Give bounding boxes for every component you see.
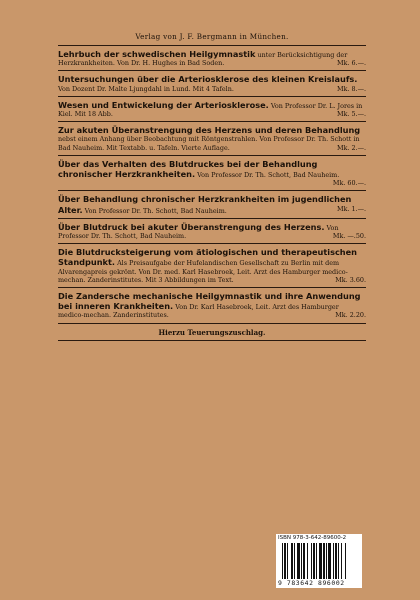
- book-entry: [58, 156, 366, 192]
- book-description: Mit 4 Tafeln.: [192, 84, 234, 93]
- book-entry: [58, 71, 366, 96]
- barcode-bar: [287, 543, 288, 579]
- book-title: Über das Verhalten des Blutdruckes bei der Behandlung chronischer Herzkrankheiten.: [58, 158, 318, 180]
- book-description: Von Professor Dr. L. Jores in Kiel. Mit 18 Abb.: [58, 101, 363, 119]
- book-price: Mk. —.50.: [332, 232, 366, 241]
- barcode-bar: [316, 543, 317, 579]
- book-price: Mk. 2.20.: [335, 311, 366, 320]
- barcode-bar: [291, 543, 293, 579]
- book-price: Mk. 3.60.: [335, 275, 366, 284]
- barcode-bar: [303, 543, 305, 579]
- book-title: Zur akuten Überanstrengung des Herzens und deren Behandlung: [58, 125, 361, 136]
- book-description: Als Preisaufgabe der Hufelandischen Gesellschaft zu Berlin mit dem Alvarengapreis gekrönt. Von Dr. med. Karl Hasebroek, Leit. Arzt des Hamburger medico-mechan. Zanderinstitutes. Mit 3 Abbildungen: [58, 259, 348, 284]
- book-description: Von Professor Dr. Th. Schott, Bad Nauheim.: [197, 171, 340, 180]
- barcode-bar: [313, 543, 315, 579]
- barcode-bar: [341, 543, 342, 579]
- barcode-bar: [284, 543, 286, 579]
- book-description: nebst einem Anhang über Beobachtung mit Röntgenstrahlen. Von Professor Dr. Th. Schott: [58, 135, 352, 144]
- book-description: unter Berücksichtigung der Herzkrankheiten. Von Dr. H. Hughes: [58, 51, 348, 68]
- book-entry: [58, 46, 366, 71]
- publisher-line: Verlag von J. F. Bergmann in München.: [58, 32, 366, 46]
- footer-note: Hierzu Teuerungszuschlag.: [58, 324, 366, 341]
- book-description: in Bad Soden.: [179, 59, 225, 68]
- book-price: Mk. 6.—.: [337, 59, 366, 68]
- book-price: Mk. 5.—.: [337, 110, 366, 119]
- barcode-bar: [333, 543, 334, 579]
- barcode-bar: [326, 543, 327, 579]
- book-description: Von Dr. Karl Hasebroek, Leit. Arzt des Hamburger medico-mechan. Zanderinstitutes.: [58, 303, 339, 320]
- book-entry: [58, 191, 366, 218]
- book-title: Die Zandersche mechanische Heilgymnastik und ihre Anwendung bei inneren Krankheiten.: [58, 291, 361, 312]
- book-price: Mk. 1.—.: [337, 204, 366, 213]
- entry-list: [58, 46, 366, 324]
- barcode-bar: [311, 543, 312, 579]
- book-entry: [58, 122, 366, 156]
- book-description: in Bad Nauheim. Mit Textabb. u. Tafeln. Vierte Auflage.: [58, 135, 360, 152]
- book-description: Von Dozent Dr. Malte Ljungdahl in Lund.: [58, 84, 191, 93]
- book-description: Von Professor Dr. Th. Schott, Bad Nauheim.: [58, 223, 339, 241]
- book-price: Mk. 8.—.: [337, 84, 366, 93]
- barcode-digits: 9 783642 896002: [278, 579, 345, 587]
- book-entry: [58, 97, 366, 122]
- barcode-bar: [301, 543, 302, 579]
- book-title: Lehrbuch der schwedischen Heilgymnastik: [58, 49, 256, 59]
- book-price: Mk. 60.—.: [332, 179, 366, 188]
- barcode-bar: [323, 543, 325, 579]
- book-description: Bad Nauheim.: [180, 206, 227, 215]
- book-price: Mk. 2.—.: [337, 143, 366, 152]
- barcode-bar: [335, 543, 337, 579]
- barcode-bar: [282, 543, 283, 579]
- catalog-page: [58, 32, 366, 341]
- book-title: Über Behandlung chronischer Herzkrankheiten im jugendlichen Alter.: [58, 194, 352, 215]
- isbn-barcode-box: [276, 534, 362, 588]
- book-title: Über Blutdruck bei akuter Überanstrengung des Herzens.: [58, 221, 325, 232]
- book-description: im Text.: [207, 275, 234, 284]
- book-description: Von Professor Dr. Th. Schott,: [84, 206, 179, 215]
- barcode-bar: [328, 543, 331, 579]
- barcode-bar: [297, 543, 300, 579]
- book-title: Die Blutdrucksteigerung vom ätiologischen und therapeutischen Standpunkt.: [58, 247, 358, 268]
- book-entry: [58, 288, 366, 324]
- barcode-bar: [294, 543, 295, 579]
- barcode-bar: [338, 543, 339, 579]
- book-entry: [58, 244, 366, 288]
- barcode-icon: [282, 543, 356, 579]
- barcode-bar: [307, 543, 308, 579]
- barcode-bar: [319, 543, 322, 579]
- book-entry: [58, 219, 366, 244]
- barcode-bar: [345, 543, 346, 579]
- book-title: Untersuchungen über die Arteriosklerose des kleinen Kreislaufs.: [58, 74, 358, 85]
- isbn-label: ISBN 978-3-642-89600-2: [278, 535, 347, 541]
- book-title: Wesen und Entwickelung der Arteriosklerose.: [58, 99, 269, 110]
